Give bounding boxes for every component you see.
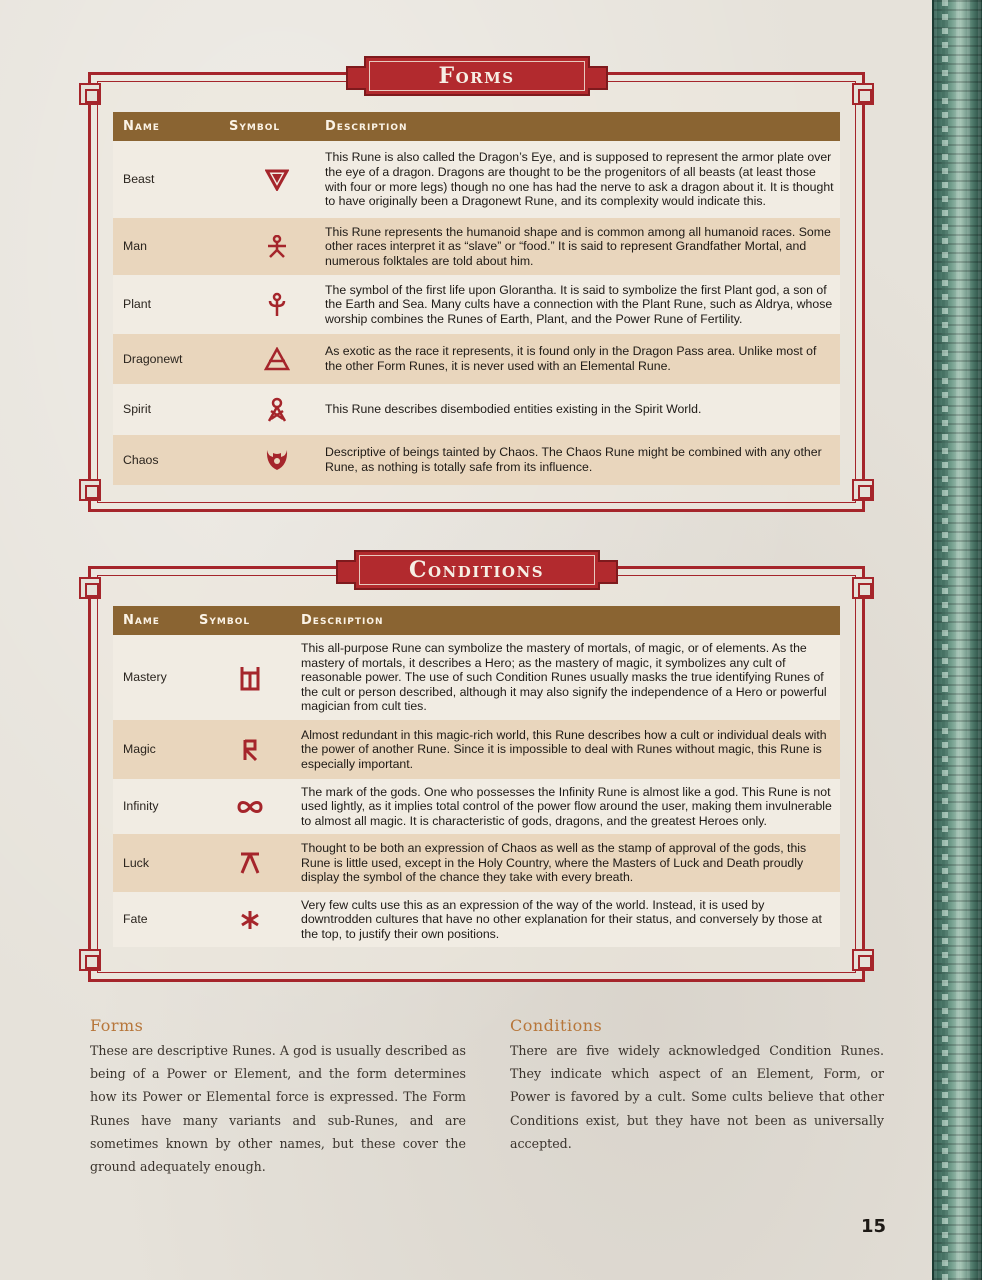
frame-corner-ornament bbox=[852, 577, 874, 599]
rune-description: Descriptive of beings tainted by Chaos. The Chaos Rune might be combined with any other Rune, as nothing is totally safe from its influence. bbox=[325, 445, 822, 474]
forms-title-banner bbox=[364, 56, 590, 96]
rune-symbol-cell bbox=[199, 851, 301, 875]
rune-description: Almost redundant in this magic-rich world, this Rune describes how a cult or individual deals with the power of another Rune. Since it is impossible to deal with Runes without magic, this Rune is especially important. bbox=[301, 727, 827, 771]
forms-prose-column bbox=[90, 1016, 466, 1178]
column-header-name: Name bbox=[123, 119, 160, 134]
forms-table-header bbox=[113, 112, 840, 141]
fate-rune-icon bbox=[239, 909, 261, 931]
plant-rune-icon bbox=[267, 292, 287, 318]
table-row bbox=[113, 275, 840, 334]
rune-description: This Rune is also called the Dragon’s Eye, and is supposed to represent the armor plate over the eye of a dragon. Dragons are thought to be the progenitors of all beasts (at least those with four or more legs) though no one has had the nerve to ask a dragon about it. It is thought to have originally been a Dragonewt Rune, and its complexity would indicate this. bbox=[325, 150, 834, 209]
rune-name: Man bbox=[123, 239, 147, 254]
beast-rune-icon bbox=[265, 169, 289, 191]
rune-symbol-cell bbox=[229, 347, 325, 371]
rune-symbol-cell bbox=[199, 799, 301, 815]
table-row bbox=[113, 720, 840, 779]
frame-corner-ornament bbox=[79, 949, 101, 971]
mastery-rune-icon bbox=[239, 665, 261, 691]
rune-description: This Rune represents the humanoid shape and is common among all humanoid races. Some other races interpret it as “slave” or “food.” It is said to represent Grandfather Mortal, and numerous folktales are told about him. bbox=[325, 224, 831, 268]
forms-prose-heading: Forms bbox=[90, 1016, 144, 1035]
rune-name: Dragonewt bbox=[123, 351, 183, 366]
dragonewt-rune-icon bbox=[264, 347, 290, 371]
rune-symbol-cell bbox=[229, 235, 325, 259]
rune-symbol-cell bbox=[229, 169, 325, 191]
frame-corner-ornament bbox=[79, 577, 101, 599]
infinity-rune-icon bbox=[236, 799, 264, 815]
rune-name: Chaos bbox=[123, 452, 159, 467]
rune-symbol-cell bbox=[229, 292, 325, 318]
table-row bbox=[113, 834, 840, 892]
table-row bbox=[113, 384, 840, 435]
conditions-table-header bbox=[113, 606, 840, 635]
man-rune-icon bbox=[266, 235, 288, 259]
forms-frame bbox=[88, 63, 865, 512]
rune-name: Mastery bbox=[123, 670, 167, 685]
table-row bbox=[113, 435, 840, 485]
rune-symbol-cell bbox=[199, 738, 301, 762]
column-header-symbol: Symbol bbox=[199, 613, 251, 628]
rune-name: Plant bbox=[123, 297, 152, 312]
rune-description: As exotic as the race it represents, it is found only in the Dragon Pass area. Unlike most of the other Form Runes, it is never used with an Elemental Rune. bbox=[325, 344, 817, 373]
rune-name: Magic bbox=[123, 742, 156, 757]
table-row bbox=[113, 892, 840, 947]
table-row bbox=[113, 218, 840, 275]
rune-description: Very few cults use this as an expression of the way of the world. Instead, it is used by downtrodden cultures that have no other explanation for their status, and conversely by those at the top, to justify their own positions. bbox=[301, 897, 822, 941]
conditions-table bbox=[113, 606, 840, 947]
frame-corner-ornament bbox=[79, 83, 101, 105]
column-header-description: Description bbox=[301, 613, 384, 628]
rune-symbol-cell bbox=[229, 397, 325, 423]
forms-title: Forms bbox=[438, 63, 515, 89]
rune-name: Infinity bbox=[123, 799, 159, 814]
rune-description: The symbol of the first life upon Glorantha. It is said to symbolize the first Plant god, a son of the Earth and Sea. Many cults have a connection with the Plant Rune, such as Aldrya, whose worship combines the Runes of Earth, Plant, and the Power Rune of Fertility. bbox=[325, 282, 833, 326]
frame-corner-ornament bbox=[79, 479, 101, 501]
spirit-rune-icon bbox=[266, 397, 288, 423]
rune-symbol-cell bbox=[229, 447, 325, 473]
frame-corner-ornament bbox=[852, 949, 874, 971]
decorative-edge-strip bbox=[932, 0, 982, 1280]
frame-corner-ornament bbox=[852, 479, 874, 501]
rune-name: Beast bbox=[123, 172, 155, 187]
rune-name: Spirit bbox=[123, 402, 152, 417]
table-row bbox=[113, 779, 840, 834]
rune-description: Thought to be both an expression of Chaos as well as the stamp of approval of the gods, this Rune is little used, except in the Holy Country, where the Masters of Luck and Death proudly display the symbol of the chance they take with every breath. bbox=[301, 841, 807, 885]
rune-symbol-cell bbox=[199, 909, 301, 931]
frame-corner-ornament bbox=[852, 83, 874, 105]
column-header-description: Description bbox=[325, 119, 408, 134]
magic-rune-icon bbox=[241, 738, 259, 762]
rune-description: This Rune describes disembodied entities existing in the Spirit World. bbox=[325, 402, 702, 417]
table-row bbox=[113, 635, 840, 720]
conditions-title-banner bbox=[354, 550, 600, 590]
rune-description: The mark of the gods. One who possesses the Infinity Rune is almost like a god. This Rune is not used lightly, as it implies total control of the power flow around the user, making them invulnerable to almost all magic. It is characteristic of gods, dragons, and the greatest Heroes only. bbox=[301, 784, 832, 828]
table-row bbox=[113, 141, 840, 218]
conditions-prose-heading: Conditions bbox=[510, 1016, 603, 1035]
chaos-rune-icon bbox=[264, 447, 290, 473]
forms-table bbox=[113, 112, 840, 485]
conditions-title: Conditions bbox=[408, 557, 545, 583]
column-header-name: Name bbox=[123, 613, 160, 628]
forms-prose-body: These are descriptive Runes. A god is usually described as being of a Power or Element, and the form determines how its Power or Elemental force is expressed. The Form Runes have many variants and sub-Runes, and are sometimes known by other names, but these cover the ground adequately enough. bbox=[90, 1043, 466, 1175]
rune-symbol-cell bbox=[199, 665, 301, 691]
rune-description: This all-purpose Rune can symbolize the mastery of mortals, of magic, or of elements. As the mastery of mortals, it describes a Hero; as the mastery of magic, it symbolizes any cult of reasonable power. The use of such Condition Runes usually masks the true identifying Runes of the cult or person described, although it may also signify the independence of a Hero or powerful magician from cult ties. bbox=[301, 641, 827, 714]
conditions-prose-column bbox=[510, 1016, 884, 1155]
luck-rune-icon bbox=[239, 851, 261, 875]
table-row bbox=[113, 334, 840, 384]
page-number: 15 bbox=[860, 1216, 886, 1237]
conditions-prose-body: There are five widely acknowledged Condition Runes. They indicate which aspect of an Element, Form, or Power is favored by a cult. Some cults believe that other Conditions exist, but they have not been as universally accepted. bbox=[510, 1043, 884, 1151]
conditions-frame bbox=[88, 557, 865, 982]
column-header-symbol: Symbol bbox=[229, 119, 281, 134]
rune-name: Fate bbox=[123, 912, 148, 927]
rune-name: Luck bbox=[123, 855, 149, 870]
